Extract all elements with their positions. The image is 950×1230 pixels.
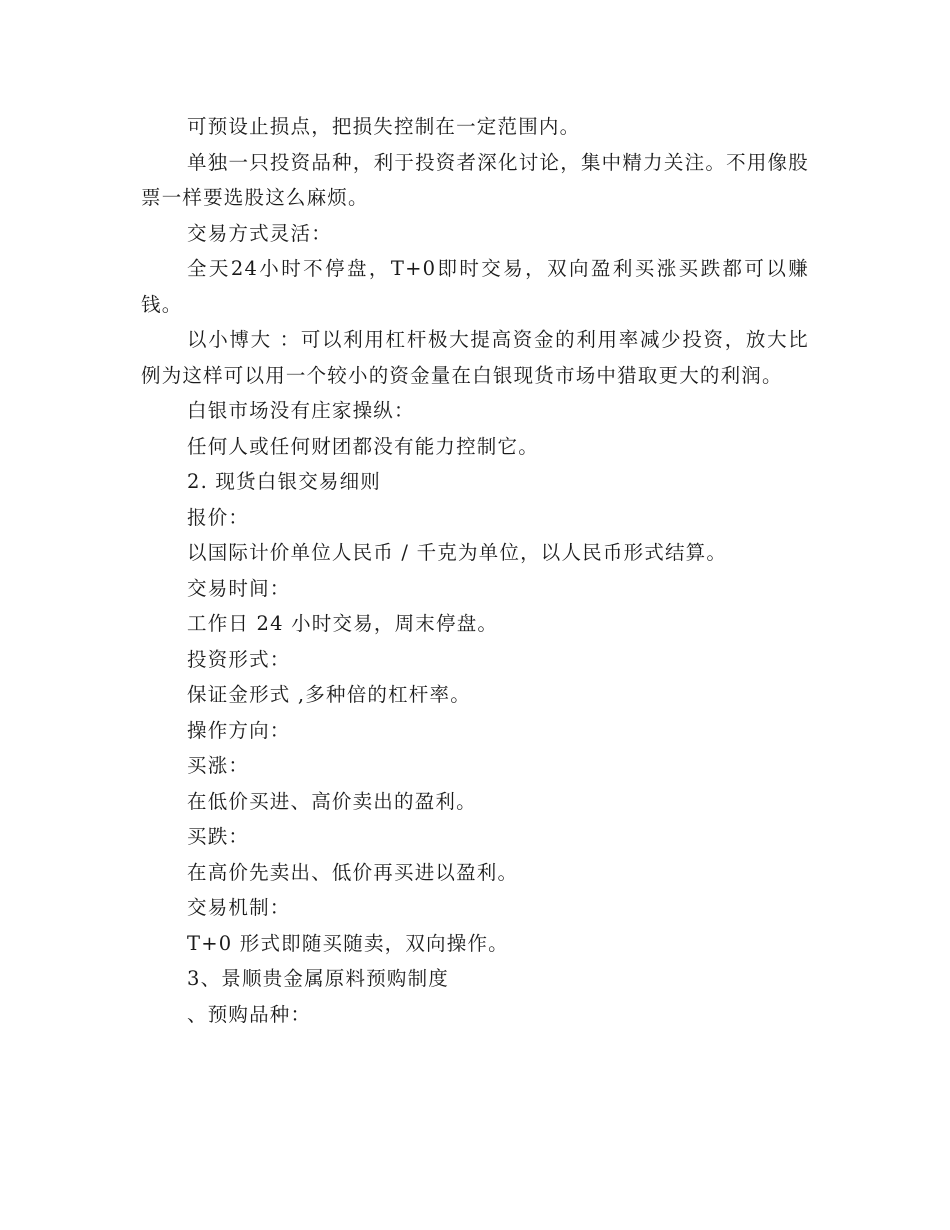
paragraph: 投资形式： [187,647,291,671]
paragraph: 操作方向： [187,718,291,742]
paragraph: 交易机制： [187,896,291,919]
paragraph: 以小博大 ：可以利用杠杆极大提高资金的利用率减少投资，放大比例为这样可以用一个较小的资金量在白银现货市场中猎取更大的利润。 [141,328,809,387]
section-heading: 3、景顺贵金属原料预购制度 [187,967,450,990]
paragraph: 白银市场没有庄家操纵： [187,399,415,422]
paragraph: 可预设止损点，把损失控制在一定范围内。 [187,115,581,138]
paragraph: 工作日 24 小时交易，周末停盘。 [187,612,499,635]
paragraph: 在低价买进、高价卖出的盈利。 [187,789,477,813]
paragraph: 保证金形式 ,多种倍的杠杆率。 [187,683,471,706]
paragraph: 交易时间： [187,576,291,600]
section-heading: 2. 现货白银交易细则 [187,470,382,493]
paragraph: 买涨： [187,754,250,777]
paragraph: 单独一只投资品种，利于投资者深化讨论，集中精力关注。不用像股票一样要选股这么麻烦。 [141,150,809,209]
paragraph: 以国际计价单位人民币 / 千克为单位，以人民币形式结算。 [187,541,728,564]
document-body [141,109,809,1032]
paragraph: 买跌： [187,825,250,848]
paragraph: 、预购品种： [187,1002,312,1026]
paragraph: 交易方式灵活： [187,221,332,245]
paragraph: T+0 形式即随买随卖，双向操作。 [187,931,509,955]
paragraph: 全天24小时不停盘，T+0即时交易，双向盈利买涨买跌都可以赚钱。 [141,257,809,316]
paragraph: 报价： [187,505,250,529]
paragraph: 任何人或任何财团都没有能力控制它。 [187,434,539,458]
paragraph: 在高价先卖出、低价再买进以盈利。 [187,860,519,884]
